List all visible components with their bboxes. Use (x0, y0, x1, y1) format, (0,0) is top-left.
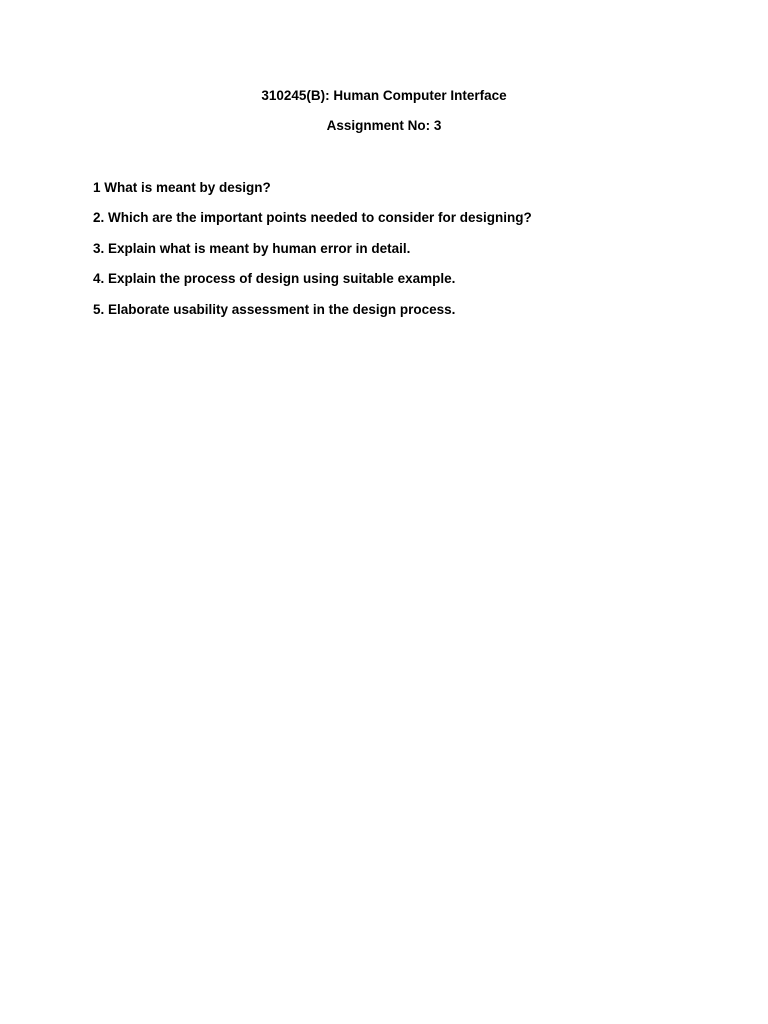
question-list (93, 179, 532, 331)
question-item: 1 What is meant by design? (93, 180, 271, 195)
question-item: 4. Explain the process of design using suitable example. (93, 271, 456, 287)
question-item: 3. Explain what is meant by human error in detail. (93, 240, 411, 256)
assignment-title: Assignment No: 3 (326, 118, 442, 133)
course-title: 310245(B): Human Computer Interface (261, 88, 507, 103)
question-item: 2. Which are the important points needed to consider for designing? (93, 210, 532, 226)
question-item: 5. Elaborate usability assessment in the design process. (93, 301, 456, 317)
